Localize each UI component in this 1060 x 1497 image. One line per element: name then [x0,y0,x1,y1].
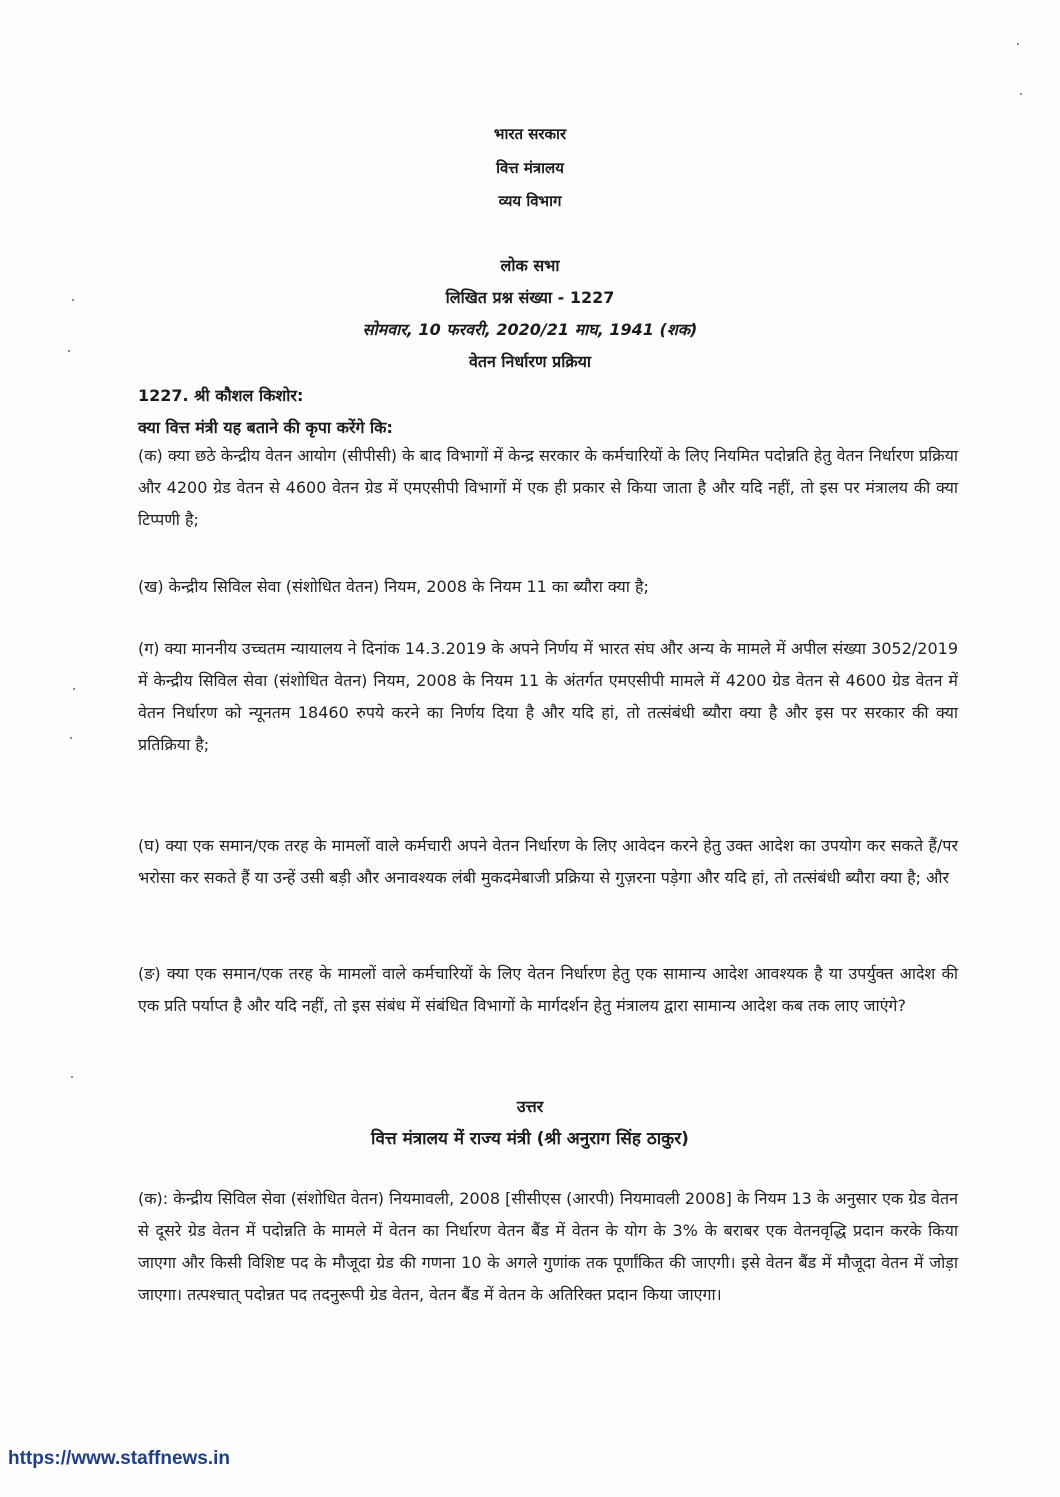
question-intro: क्या वित्त मंत्री यह बताने की कृपा करेंगे कि: [138,418,393,437]
answer-minister: वित्त मंत्रालय में राज्य मंत्री (श्री अनुराग सिंह ठाकुर) [371,1129,689,1149]
question-part-kha: (ख) केन्द्रीय सिविल सेवा (संशोधित वेतन) नियम, 2008 के नियम 11 का ब्यौरा क्या है; [138,577,649,596]
header-govt: भारत सरकार [493,125,567,143]
scan-speck [1017,43,1019,45]
subject-title: वेतन निर्धारण प्रक्रिया [468,352,592,371]
question-part-ga: (ग) क्या माननीय उच्चतम न्यायालय ने दिनांक 14.3.2019 के अपने निर्णय में भारत संघ और अन्य के मामले में अपील संख्या 3052/2019 में केन्द्रीय सिविल सेवा (संशोधित वेतन) नियम, 2008 के नियम 11 के अंतर्गत एमएसीपी मामले में 4200 ग्रेड वेतन से 4600 ग्रेड वेतन में वेतन निर्धारण को न्यूनतम 18460 रुपये करने का निर्णय दिया है और यदि हां, तो तत्संबंधी ब्यौरा क्या है और इस पर सरकार की क्या प्रतिक्रिया है; [138,639,958,754]
question-part-ka: (क) क्या छठे केन्द्रीय वेतन आयोग (सीपीसी) के बाद विभागों में केन्द्र सरकार के कर्मचारियों के लिए नियमित पदोन्नति हेतु वेतन निर्धारण प्रक्रिया और 4200 ग्रेड वेतन से 4600 वेतन ग्रेड में एमएसीपी विभागों में एक ही प्रकार से किया जाता है और यदि नहीं, तो इस पर मंत्रालय की क्या टिप्पणी है; [138,446,958,529]
scan-speck [70,737,72,739]
answer-heading: उत्तर [516,1097,544,1116]
house-name: लोक सभा [500,256,560,275]
question-date: सोमवार, 10 फरवरी, 2020/21 माघ, 1941 (शक) [362,320,698,339]
header-department: व्यय विभाग [498,192,562,210]
scan-speck [68,350,70,352]
answer-part-ka: (क): केन्द्रीय सिविल सेवा (संशोधित वेतन) नियमावली, 2008 [सीसीएस (आरपी) नियमावली 2008] के नियम 13 के अनुसार एक ग्रेड वेतन से दूसरे ग्रेड वेतन में पदोन्नति के मामले में वेतन का निर्धारण वेतन बैंड में वेतन के योग के 3% के बराबर एक वेतनवृद्धि प्रदान करके किया जाएगा और किसी विशिष्ट पद के मौजूदा ग्रेड की गणना 10 के अगले गुणांक तक पूर्णांकित की जाएगी। इसे वेतन बैंड में मौजूदा वेतन में जोड़ा जाएगा। तत्पश्चात् पदोन्नत पद तदनुरूपी ग्रेड वेतन, वेतन बैंड में वेतन के अतिरिक्त प्रदान किया जाएगा। [138,1189,958,1304]
asker-name: 1227. श्री कौशल किशोर: [138,386,304,405]
source-link[interactable]: https://www.staffnews.in [8,1448,231,1469]
scan-speck [1020,93,1022,95]
scan-speck [72,299,74,301]
question-part-gha: (घ) क्या एक समान/एक तरह के मामलों वाले कर्मचारी अपने वेतन निर्धारण के लिए आवेदन करने हेतु उक्त आदेश का उपयोग कर सकते हैं/पर भरोसा कर सकते हैं या उन्हें उसी बड़ी और अनावश्यक लंबी मुकदमेबाजी प्रक्रिया से गुज़रना पड़ेगा और यदि हां, तो तत्संबंधी ब्यौरा क्या है; और [138,836,958,887]
scan-speck [73,688,75,690]
question-number: लिखित प्रश्न संख्या - 1227 [445,288,615,307]
header-ministry: वित्त मंत्रालय [496,159,564,177]
scan-speck [71,1076,73,1078]
question-part-nga: (ङ) क्या एक समान/एक तरह के मामलों वाले कर्मचारियों के लिए वेतन निर्धारण हेतु एक सामान्य आदेश आवश्यक है या उपर्युक्त आदेश की एक प्रति पर्याप्त है और यदि नहीं, तो इस संबंध में संबंधित विभागों के मार्गदर्शन हेतु मंत्रालय द्वारा सामान्य आदेश कब तक लाए जाएंगे? [138,964,958,1015]
